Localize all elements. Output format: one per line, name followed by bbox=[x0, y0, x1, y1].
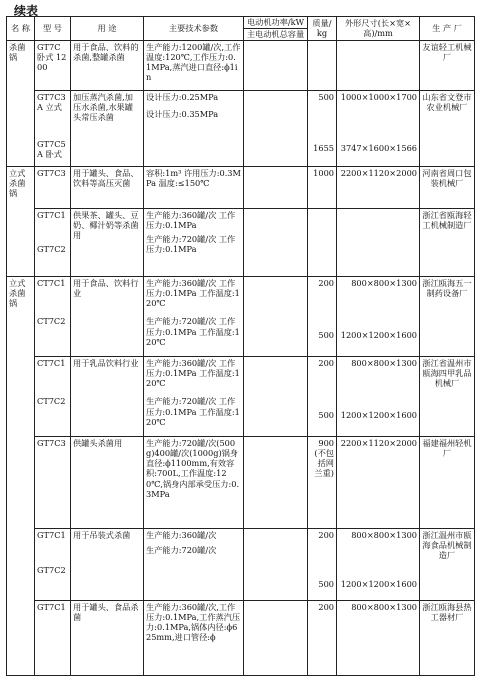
params-text: 设计压力:0.35MPa bbox=[146, 108, 219, 119]
power-cell bbox=[244, 528, 308, 600]
dims-cell bbox=[337, 276, 420, 356]
equipment-table bbox=[6, 16, 475, 676]
params-text: 生产能力:720罐/次(500g)400罐/次(1000g)锅身直径:ϕ1100mm,有效容积:700L,工作温度:120℃,锅身内部承受压力:0.3MPa bbox=[146, 437, 240, 499]
dims-cell bbox=[337, 40, 420, 90]
model-cell bbox=[35, 528, 71, 600]
maker-cell: 浙江温州市瓯海食品机械制造厂 bbox=[420, 528, 475, 600]
header-use: 用 途 bbox=[71, 17, 144, 41]
model-cell bbox=[35, 356, 71, 436]
use-cell: 用于吊装式杀菌 bbox=[71, 528, 144, 600]
power-cell bbox=[244, 40, 308, 90]
dims-cell bbox=[337, 528, 420, 600]
header-model: 型 号 bbox=[35, 17, 71, 41]
params-text: 生产能力:360罐/次 工作压力:0.1MPa bbox=[146, 209, 236, 230]
use-cell: 用于罐头、食品杀菌 bbox=[71, 600, 144, 675]
mass-text: 500 bbox=[318, 578, 334, 589]
model-text: CT7C2 bbox=[37, 395, 66, 406]
model-text: GT7C2 bbox=[37, 243, 66, 254]
maker-cell: 浙江省温州市瓯海四甲乳品机械厂 bbox=[420, 356, 475, 436]
power-cell bbox=[244, 166, 308, 208]
power-cell bbox=[244, 90, 308, 166]
header-dims: 外形尺寸(长×宽×高)/mm bbox=[337, 17, 420, 41]
dims-text: 800×800×1300 bbox=[351, 357, 417, 368]
dims-cell bbox=[337, 356, 420, 436]
use-cell: 用于乳品饮料行业 bbox=[71, 356, 144, 436]
maker-cell: 浙江瓯海五一制药设备厂 bbox=[420, 276, 475, 356]
dims-text: 1200×1200×1600 bbox=[340, 409, 417, 420]
model-cell bbox=[35, 436, 71, 528]
mass-text: 200 bbox=[318, 357, 334, 368]
dims-text: 800×800×1300 bbox=[351, 529, 417, 540]
model-text: CT7C1 bbox=[37, 277, 66, 288]
group-name-cell: 立式杀菌锅 bbox=[7, 166, 35, 276]
mass-cell bbox=[308, 208, 337, 276]
header-power bbox=[244, 17, 308, 41]
header-params: 主要技术参数 bbox=[144, 17, 244, 41]
params-cell bbox=[144, 208, 244, 276]
model-cell bbox=[35, 276, 71, 356]
mass-text: 1000 bbox=[313, 167, 334, 178]
model-text: GT7C3A 立式 bbox=[37, 91, 66, 112]
dims-text: 1200×1200×1600 bbox=[340, 578, 417, 589]
mass-text: 500 bbox=[318, 91, 334, 102]
params-cell bbox=[144, 90, 244, 166]
maker-cell: 河南省周口包装机械厂 bbox=[420, 166, 475, 208]
dims-text: 1000×1000×1700 bbox=[340, 91, 417, 102]
dims-cell bbox=[337, 90, 420, 166]
use-cell: 用于食品、饮料的杀菌,整罐杀菌 bbox=[71, 40, 144, 90]
power-cell bbox=[244, 208, 308, 276]
model-text: GT7C1 bbox=[37, 529, 66, 540]
table-row bbox=[7, 40, 475, 90]
mass-cell bbox=[308, 90, 337, 166]
table-caption: 续表 bbox=[14, 4, 39, 18]
table-row bbox=[7, 276, 475, 356]
table-row bbox=[7, 90, 475, 166]
header-power-top: 电动机功率/kW bbox=[244, 17, 307, 29]
params-cell bbox=[144, 436, 244, 528]
power-cell bbox=[244, 356, 308, 436]
params-text: 生产能力:360罐/次 工作压力:0.1MPa 工作温度:120℃ bbox=[146, 277, 240, 308]
model-cell bbox=[35, 208, 71, 276]
power-cell bbox=[244, 600, 308, 675]
mass-cell bbox=[308, 528, 337, 600]
params-text: 容积:1m³ 许用压力:0.3MPa 温度:≤150℃ bbox=[146, 167, 241, 188]
mass-text: 500 bbox=[318, 409, 334, 420]
header-power-bottom: 主电动机总容量 bbox=[246, 29, 305, 40]
params-cell bbox=[144, 166, 244, 208]
maker-cell: 浙江瓯海县热工器材厂 bbox=[420, 600, 475, 675]
use-cell: 用于食品、饮料行业 bbox=[71, 276, 144, 356]
use-cell: 供罐头杀菌用 bbox=[71, 436, 144, 528]
header-name: 名 称 bbox=[7, 17, 35, 41]
mass-cell bbox=[308, 276, 337, 356]
params-cell bbox=[144, 276, 244, 356]
maker-cell: 福建福州轻机厂 bbox=[420, 436, 475, 528]
maker-cell: 友谊轻工机械厂 bbox=[420, 40, 475, 90]
model-text: GT7C3 bbox=[37, 437, 66, 448]
mass-cell bbox=[308, 40, 337, 90]
params-cell bbox=[144, 600, 244, 675]
dims-text: 3747×1600×1566 bbox=[340, 142, 417, 153]
model-text: CT7C2 bbox=[37, 315, 66, 326]
header-mass: 质量/kg bbox=[308, 17, 337, 41]
model-cell bbox=[35, 90, 71, 166]
params-text: 生产能力:720罐/次 bbox=[146, 544, 217, 555]
model-text: GT7C1 bbox=[37, 209, 66, 220]
model-text: GT7C5A 卧式 bbox=[37, 139, 66, 160]
maker-cell: 浙江省瓯海轻工机械制造厂 bbox=[420, 208, 475, 276]
model-cell bbox=[35, 600, 71, 675]
mass-cell bbox=[308, 166, 337, 208]
params-text: 生产能力:720罐/次 工作压力:0.1MPa 工作温度:120℃ bbox=[146, 316, 240, 347]
use-cell: 用于罐头、食品、饮料等高压灭菌 bbox=[71, 166, 144, 208]
power-cell bbox=[244, 276, 308, 356]
dims-cell bbox=[337, 600, 420, 675]
mass-text: 500 bbox=[318, 329, 334, 340]
params-text: 生产能力:720罐/次 工作压力:0.1MPa bbox=[146, 234, 236, 255]
params-text: 生产能力:360罐/次 bbox=[146, 529, 217, 540]
mass-text: 900(不包括网兰重) bbox=[314, 437, 334, 479]
mass-cell bbox=[308, 356, 337, 436]
power-cell bbox=[244, 436, 308, 528]
mass-text: 200 bbox=[318, 529, 334, 540]
dims-text: 2200×1120×2000 bbox=[340, 437, 417, 448]
header-maker: 生 产 厂 bbox=[420, 17, 475, 41]
mass-text: 200 bbox=[318, 277, 334, 288]
maker-cell: 山东省文登市农业机械厂 bbox=[420, 90, 475, 166]
dims-text: 1200×1200×1600 bbox=[340, 329, 417, 340]
model-cell bbox=[35, 40, 71, 90]
use-cell: 加压蒸汽杀菌,加压水杀菌,水果罐头常压杀菌 bbox=[71, 90, 144, 166]
dims-text: 2200×1120×2000 bbox=[340, 167, 417, 178]
params-text: 设计压力:0.25MPa bbox=[146, 91, 219, 102]
params-text: 生产能力:1200罐/次,工作温度:120℃,工作压力:0.1MPa,蒸汽进口直径:ϕ1in bbox=[146, 41, 241, 83]
dims-cell bbox=[337, 166, 420, 208]
group-name-cell: 杀菌锅 bbox=[7, 40, 35, 166]
mass-text: 200 bbox=[318, 601, 334, 612]
header-row bbox=[7, 17, 475, 41]
params-text: 生产能力:360罐/次 工作压力:0.1MPa 工作温度:120℃ bbox=[146, 357, 240, 388]
model-text: GT7C1 bbox=[37, 601, 66, 612]
table-row bbox=[7, 356, 475, 436]
table-row bbox=[7, 166, 475, 208]
table-row bbox=[7, 528, 475, 600]
use-cell: 供果茶、罐头、豆奶、椰汁奶等杀菌用 bbox=[71, 208, 144, 276]
mass-cell bbox=[308, 436, 337, 528]
table-row bbox=[7, 208, 475, 276]
model-cell bbox=[35, 166, 71, 208]
params-text: 生产能力:720罐/次 工作压力:0.1MPa 工作温度:120℃ bbox=[146, 396, 240, 427]
model-text: GT7C2 bbox=[37, 564, 66, 575]
table-row bbox=[7, 600, 475, 675]
table-row bbox=[7, 436, 475, 528]
dims-text: 800×800×1300 bbox=[351, 601, 417, 612]
dims-cell bbox=[337, 436, 420, 528]
group-name-cell: 立式杀菌锅 bbox=[7, 276, 35, 675]
dims-text: 800×800×1300 bbox=[351, 277, 417, 288]
model-text: CT7C1 bbox=[37, 357, 66, 368]
dims-cell bbox=[337, 208, 420, 276]
params-cell bbox=[144, 528, 244, 600]
params-text: 生产能力:360罐/次,工作压力:0.1MPa,工作蒸汽压力:0.1MPa,锅体内径:ϕ625mm,进口管径:ϕ bbox=[146, 601, 241, 643]
model-text: GT7C3 bbox=[37, 167, 66, 178]
params-cell bbox=[144, 40, 244, 90]
mass-text: 1655 bbox=[313, 142, 334, 153]
params-cell bbox=[144, 356, 244, 436]
mass-cell bbox=[308, 600, 337, 675]
model-text: GT7C 卧式 1200 bbox=[37, 41, 67, 72]
